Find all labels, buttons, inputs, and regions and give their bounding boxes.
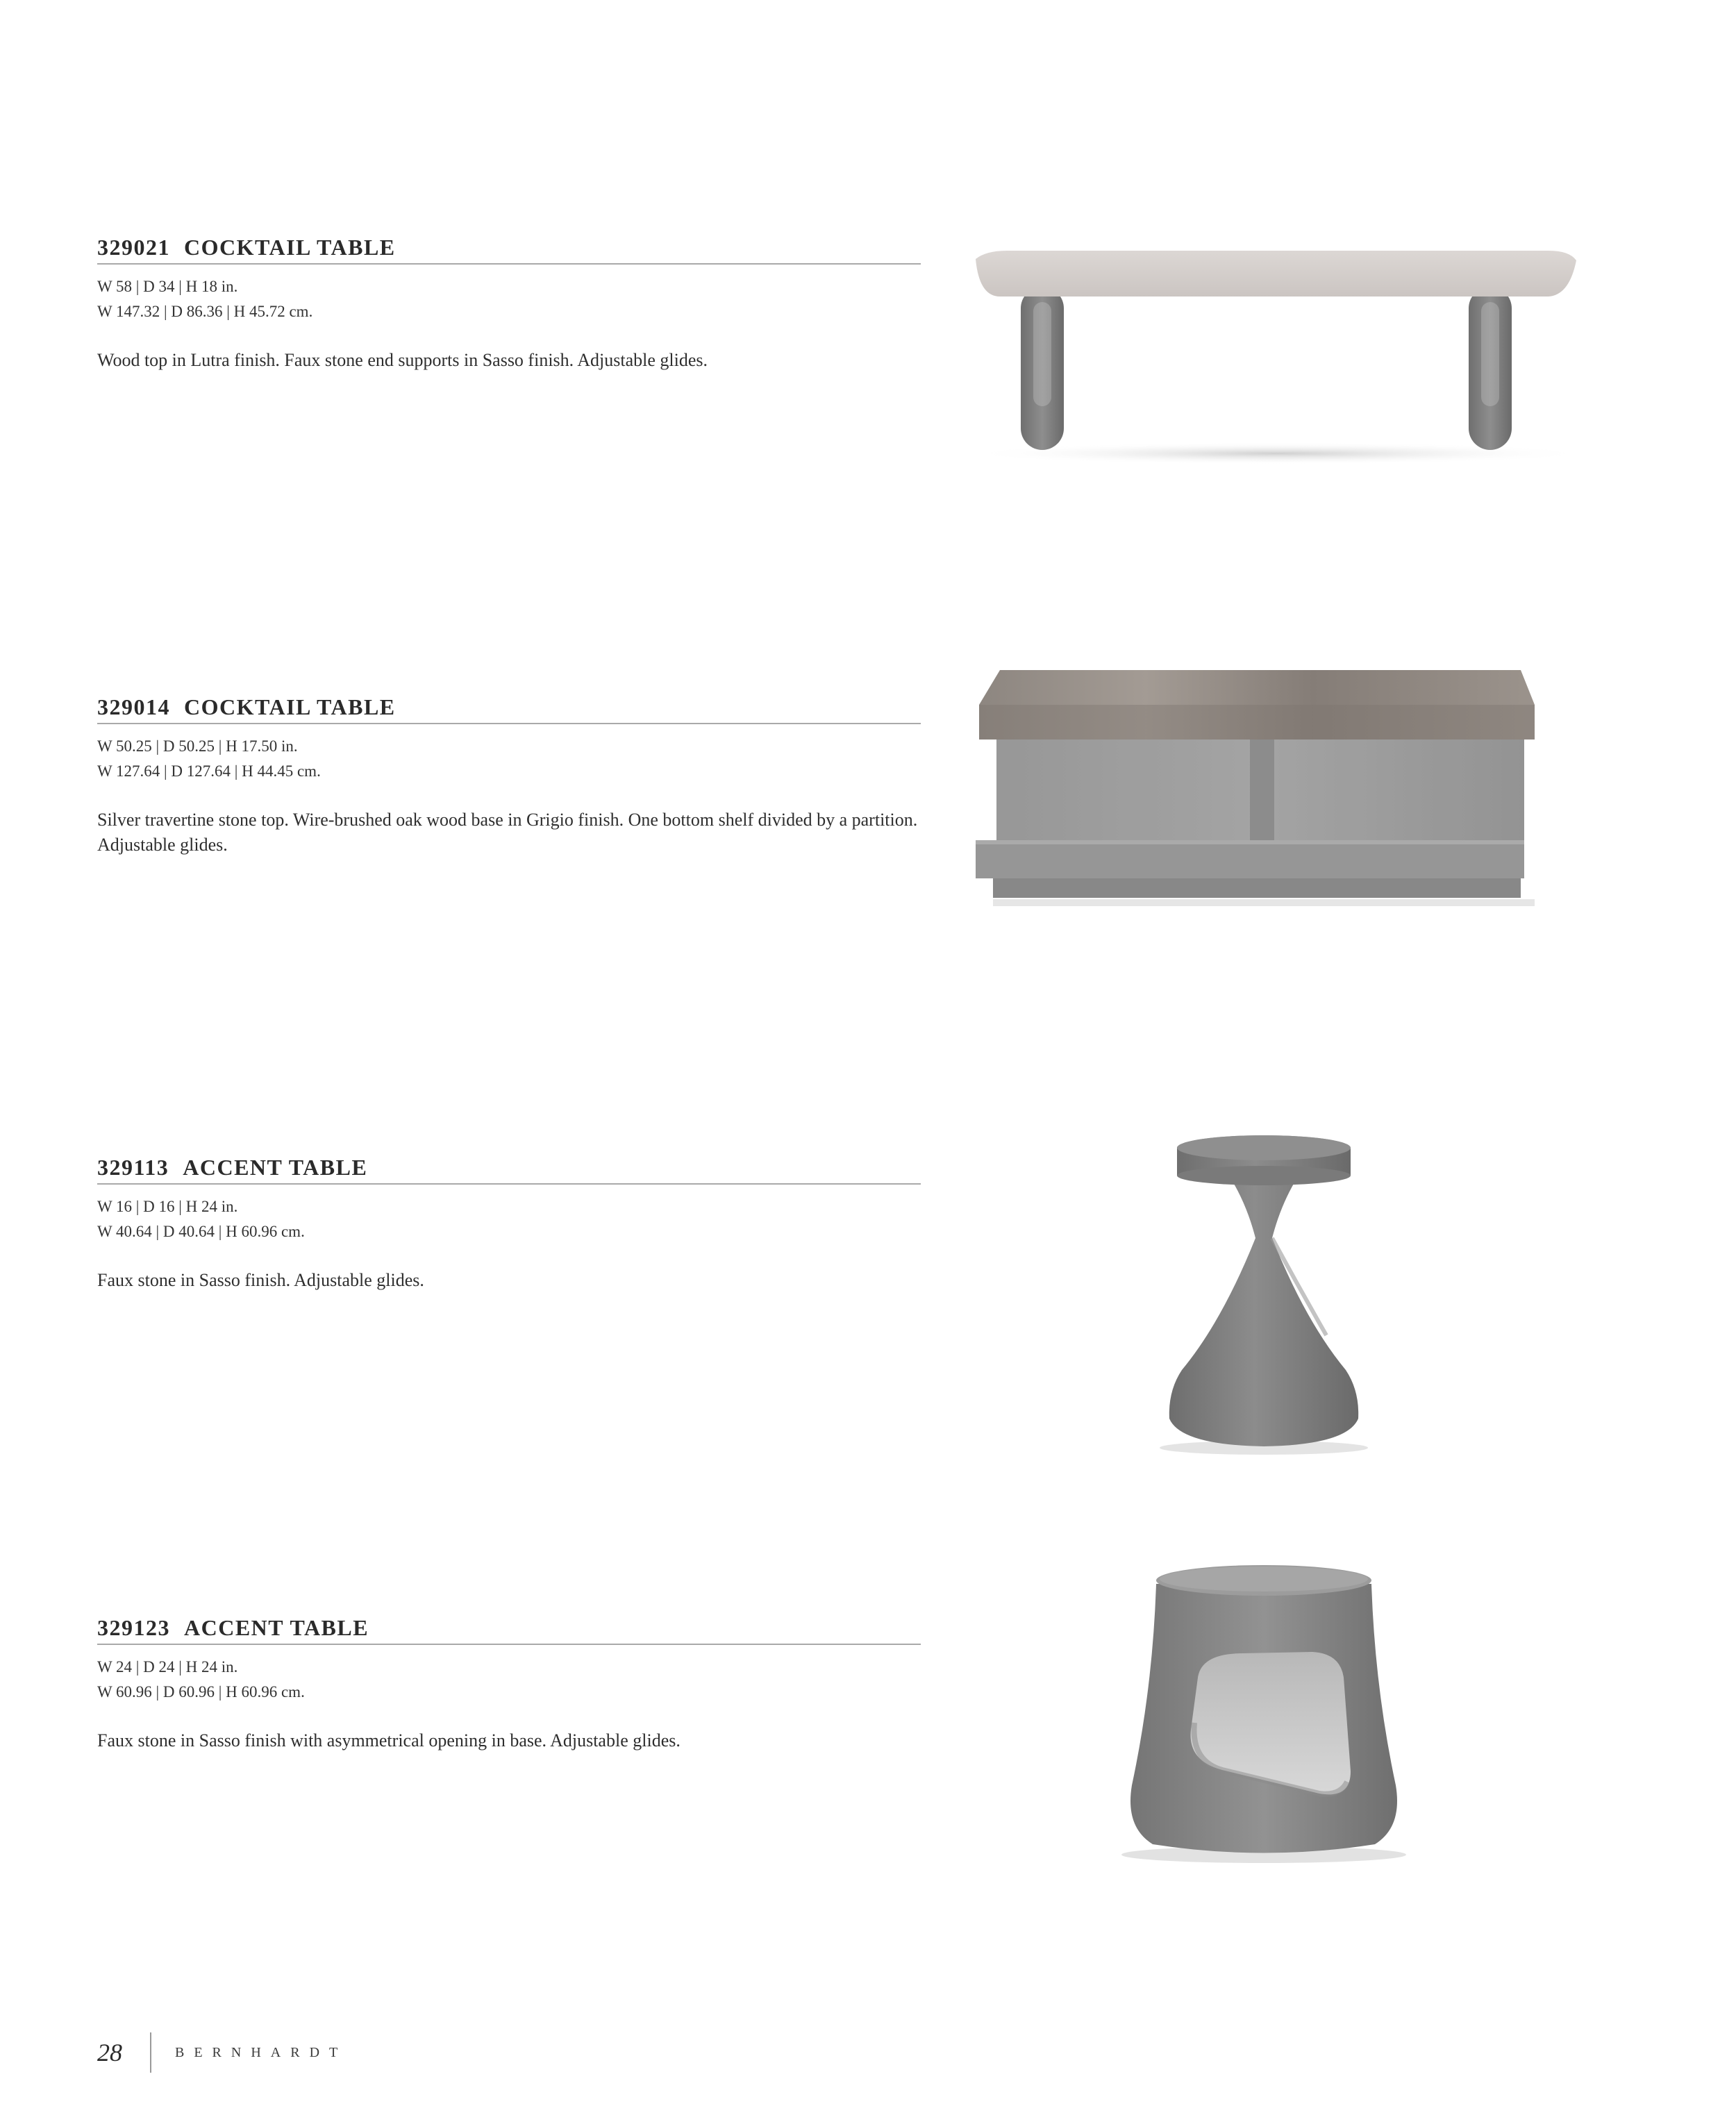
product-name: COCKTAIL TABLE <box>184 235 396 260</box>
product-name: ACCENT TABLE <box>184 1615 369 1640</box>
product-description: Faux stone in Sasso finish with asymmetrical opening in base. Adjustable glides. <box>97 1730 681 1751</box>
product-sku: 329021 <box>97 235 170 260</box>
product-info <box>97 1612 921 1753</box>
product-photo-accent-table-329113 <box>1139 1113 1389 1460</box>
product-title <box>97 691 921 724</box>
product-title <box>97 1151 921 1185</box>
dimensions-inches: W 16 | D 16 | H 24 in. <box>97 1198 238 1215</box>
product-description: Silver travertine stone top. Wire-brushed oak wood base in Grigio finish. One bottom shelf divided by a partition. Adjustable glides. <box>97 810 918 855</box>
product-description: Faux stone in Sasso finish. Adjustable glides. <box>97 1270 424 1290</box>
product-dimensions <box>97 734 921 784</box>
page-footer <box>97 2028 347 2078</box>
dimensions-cm: W 127.64 | D 127.64 | H 44.45 cm. <box>97 762 321 780</box>
product-info <box>97 231 921 373</box>
product-dimensions <box>97 1655 921 1705</box>
dimensions-inches: W 58 | D 34 | H 18 in. <box>97 278 238 295</box>
product-dimensions <box>97 274 921 324</box>
product-sku: 329113 <box>97 1155 169 1180</box>
dimensions-cm: W 40.64 | D 40.64 | H 60.96 cm. <box>97 1223 305 1240</box>
product-info <box>97 1151 921 1293</box>
product-name: ACCENT TABLE <box>183 1155 368 1180</box>
product-photo-accent-table-329123 <box>1104 1549 1424 1869</box>
dimensions-inches: W 24 | D 24 | H 24 in. <box>97 1658 238 1676</box>
product-photo-cocktail-table-329021 <box>958 238 1604 467</box>
product-sku: 329014 <box>97 694 170 719</box>
page-number: 28 <box>97 2039 122 2066</box>
dimensions-inches: W 50.25 | D 50.25 | H 17.50 in. <box>97 737 298 755</box>
product-name: COCKTAIL TABLE <box>184 694 396 719</box>
product-description: Wood top in Lutra finish. Faux stone end supports in Sasso finish. Adjustable glides. <box>97 350 708 370</box>
product-title <box>97 1612 921 1645</box>
brand-wordmark: BERNHARDT <box>175 2044 348 2060</box>
dimensions-cm: W 147.32 | D 86.36 | H 45.72 cm. <box>97 303 313 320</box>
dimensions-cm: W 60.96 | D 60.96 | H 60.96 cm. <box>97 1683 305 1701</box>
product-info <box>97 691 921 858</box>
product-dimensions <box>97 1194 921 1244</box>
product-title <box>97 231 921 265</box>
footer-divider <box>150 2032 151 2073</box>
product-photo-cocktail-table-329014 <box>972 663 1549 920</box>
product-sku: 329123 <box>97 1615 170 1640</box>
